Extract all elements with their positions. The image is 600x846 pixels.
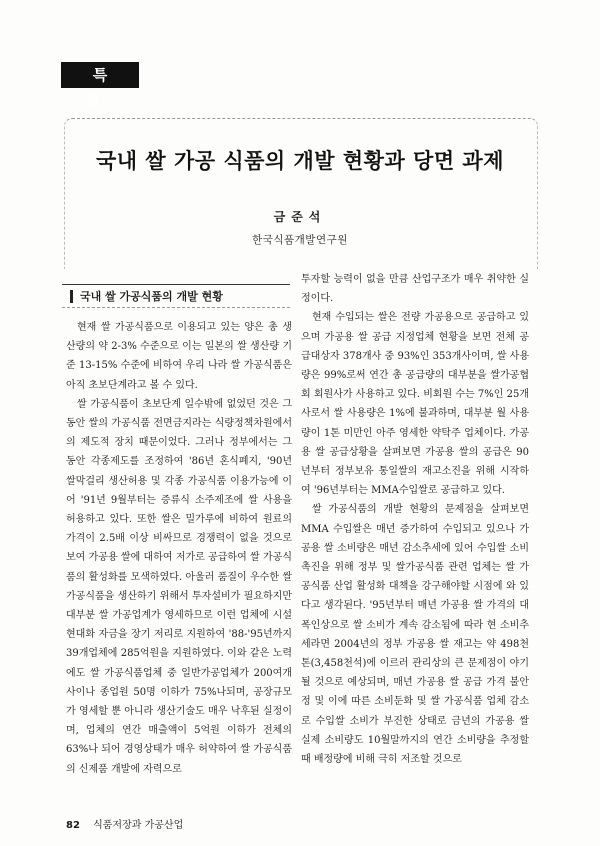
section-heading: 국내 쌀 가공식품의 개발 현황 xyxy=(80,290,223,303)
author-name: 금준석 xyxy=(273,210,327,224)
section-marker xyxy=(70,290,73,303)
paragraph: 현재 수입되는 쌀은 전량 가공용으로 공급하고 있으며 가공용 쌀 공급 지정업체 현황을 보면 전체 공급대상자 378개사 중 93%인 353개사이며, 쌀 사용량은 99%로써 연간 총 공급량의 대부분을 쌀가공협회 회원사가 사용하고 있다. 비회원 수는 7%인 25개사로서 쌀 사용량은 1%에 불과하며, 대부분 월 사용량이 1톤 미만인 아주 영세한 약탁주 업체이다. 가공용 쌀 공급상황을 살펴보면 가공용 쌀의 공급은 90년부터 정부보유 통일쌀의 재고소진을 위해 시작하여 '96년부터는 MMA수입쌀로 공급하고 있다. xyxy=(301,312,529,497)
journal-name: 식품저장과 가공산업 xyxy=(93,820,184,831)
paragraph: 현재 쌀 가공식품으로 이용되고 있는 양은 총 생산량의 약 2-3% 수준으로 이는 일본의 쌀 생산량 기준 13-15% 수준에 비하여 우리 나라 쌀 가공식품은 아직 초보단계라고 볼 수 있다. xyxy=(66,322,292,391)
page-footer xyxy=(66,816,183,831)
article-title: 국내 쌀 가공 식품의 개발 현황과 당면 과제 xyxy=(95,149,505,173)
right-column xyxy=(301,270,529,769)
section-heading-box xyxy=(62,284,290,308)
page-number: 82 xyxy=(66,820,80,831)
paragraph: 쌀 가공식품이 초보단계 일수밖에 없었던 것은 그 동안 쌀의 가공식품 전면금지라는 식량정책차원에서의 제도적 장치 때문이었다. 그러나 정부에서는 그 동안 각종제도를 조정하여 '86년 혼식폐지, '90년 쌀막걸리 생산허용 및 각종 가공식품 이용가능에 이어 '91년 9월부터는 증류식 소주제조에 쌀 사용을 허용하고 있다. 또한 쌀은 밀가루에 비하여 원료의 가격이 2.5배 이상 비싸므로 경쟁력이 없을 것으로 보여 가공용 쌀에 대하여 저가로 공급하여 쌀 가공식품의 활성화를 모색하였다. 아울러 품질이 우수한 쌀 가공식품을 생산하기 위해서 투자설비가 필요하지만 대부분 쌀 가공업계가 영세하므로 이런 업체에 시설 현대화 자금을 장기 저리로 지원하여 '88-'95년까지 39개업체에 285억원을 지원하였다. 이와 같은 노력에도 쌀 가공식품업체 중 일반가공업체가 200여개사이나 종업원 50명 이하가 75%나되며, 공장규모가 영세할 뿐 아니라 생산기술도 매우 낙후된 실정이며, 업체의 연간 매출액이 5억원 이하가 전체의 63%나 되어 경영상태가 매우 허약하여 쌀 가공식품의 신제품 개발에 자력으로 xyxy=(66,398,292,775)
special-feature-badge: 특 집 xyxy=(61,62,139,88)
paragraph: 쌀 가공식품의 개발 현황의 문제점을 살펴보면 MMA 수입쌀은 매년 증가하여 수입되고 있으나 가공용 쌀 소비량은 매년 감소추세에 있어 수입쌀 소비촉진을 위해 정부 및 쌀가공식품 관련 업체는 쌀 가공식품 산업 활성화 대책을 강구해야할 시점에 와 있다고 생각된다. '95년부터 매년 가공용 쌀 가격의 대폭인상으로 쌀 소비가 계속 감소됨에 따라 현 소비추세라면 2004년의 정부 가공용 쌀 재고는 약 498천톤(3,458천석)에 이르러 관리상의 큰 문제점이 야기될 것으로 예상되며, 매년 가공용 쌀 공급 가격 불안정 및 이에 따른 소비둔화 및 쌀 가공식품 업체 감소로 수입쌀 소비가 부진한 상태로 금년의 가공용 쌀 실제 소비량도 10월말까지의 연간 소비량을 추정할 때 배정량에 비해 극히 저조할 것으로 xyxy=(301,504,529,766)
paragraph: 투자할 능력이 없을 만큼 산업구조가 매우 취약한 실정이다. xyxy=(301,274,529,305)
author-affiliation: 한국식품개발연구원 xyxy=(252,234,348,246)
left-column xyxy=(66,318,292,779)
